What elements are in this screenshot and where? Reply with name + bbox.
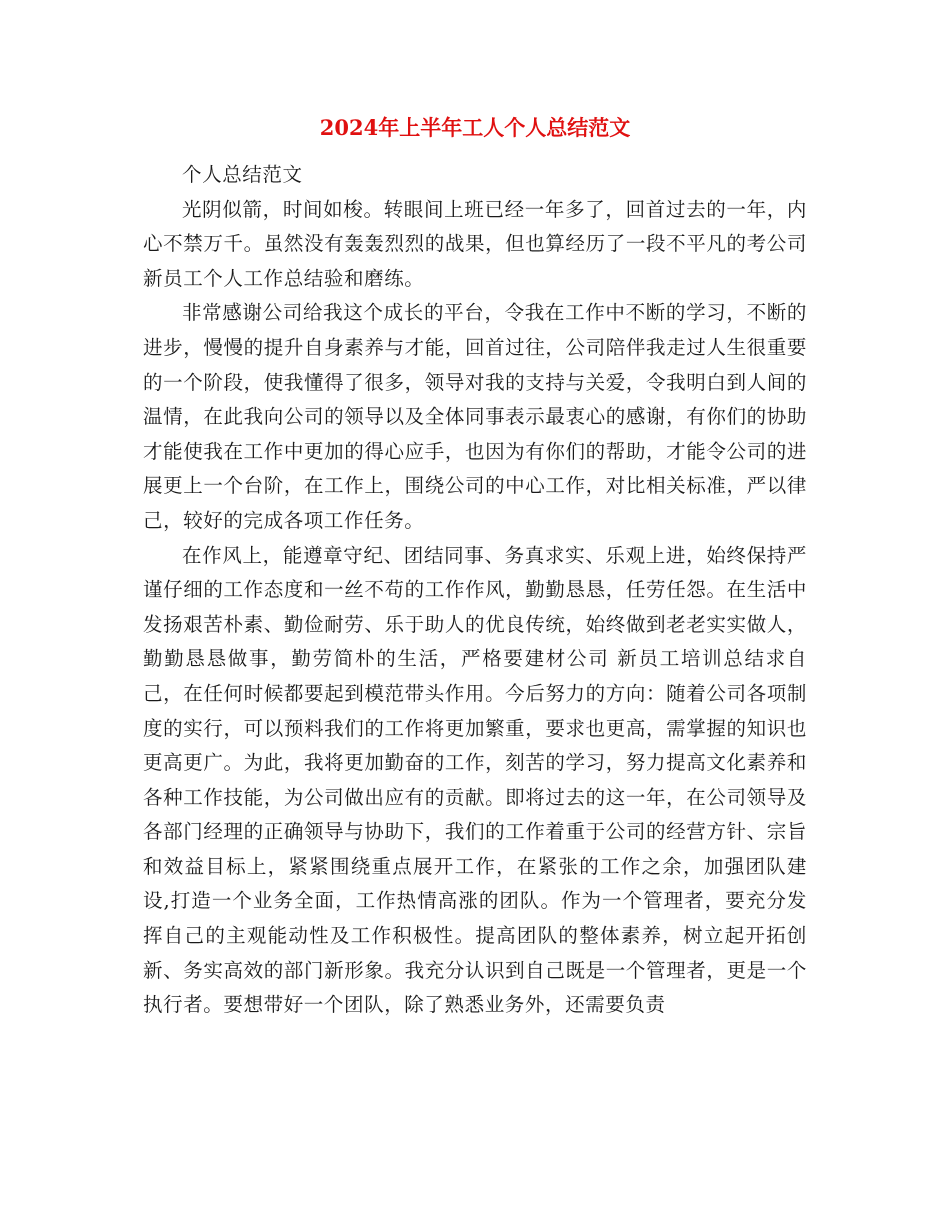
paragraph-subtitle: 个人总结范文 bbox=[182, 163, 303, 186]
document-body bbox=[143, 158, 807, 1023]
document-title: 2024年上半年工人个人总结范文 bbox=[319, 115, 631, 140]
paragraph-intro: 光阴似箭，时间如梭。转眼间上班已经一年多了，回首过去的一年，内心不禁万千。虽然没有轰轰烈烈的战果，但也算经历了一段不平凡的考公司新员工个人工作总结验和磨练。 bbox=[143, 197, 807, 290]
paragraph-gratitude: 非常感谢公司给我这个成长的平台，令我在工作中不断的学习，不断的进步，慢慢的提升自身素养与才能，回首过往，公司陪伴我走过人生很重要的一个阶段，使我懂得了很多，领导对我的支持与关爱，令我明白到人间的温情，在此我向公司的领导以及全体同事表示最衷心的感谢，有你们的协助才能使我在工作中更加的得心应手，也因为有你们的帮助，才能令公司的进展更上一个台阶，在工作上，围绕公司的中心工作，对比相关标准，严以律己，较好的完成各项工作任务。 bbox=[143, 301, 807, 532]
paragraph-work-style: 在作风上，能遵章守纪、团结同事、务真求实、乐观上进，始终保持严谨仔细的工作态度和一丝不苟的工作作风，勤勤恳恳，任劳任怨。在生活中发扬艰苦朴素、勤俭耐劳、乐于助人的优良传统，始终做到老老实实做人，勤勤恳恳做事，勤劳简朴的生活，严格要建材公司 新员工培训总结求自己，在任何时候都要起到模范带头作用。今后努力的方向：随着公司各项制度的实行，可以预料我们的工作将更加繁重，要求也更高，需掌握的知识也更高更广。为此，我将更加勤奋的工作，刻苦的学习，努力提高文化素养和各种工作技能，为公司做出应有的贡献。即将过去的这一年，在公司领导及各部门经理的正确领导与协助下，我们的工作着重于公司的经营方针、宗旨和效益目标上，紧紧围绕重点展开工作，在紧张的工作之余，加强团队建设,打造一个业务全面，工作热情高涨的团队。作为一个管理者，要充分发挥自己的主观能动性及工作积极性。提高团队的整体素养，树立起开拓创新、务实高效的部门新形象。我充分认识到自己既是一个管理者，更是一个执行者。要想带好一个团队，除了熟悉业务外，还需要负责 bbox=[143, 543, 807, 1017]
